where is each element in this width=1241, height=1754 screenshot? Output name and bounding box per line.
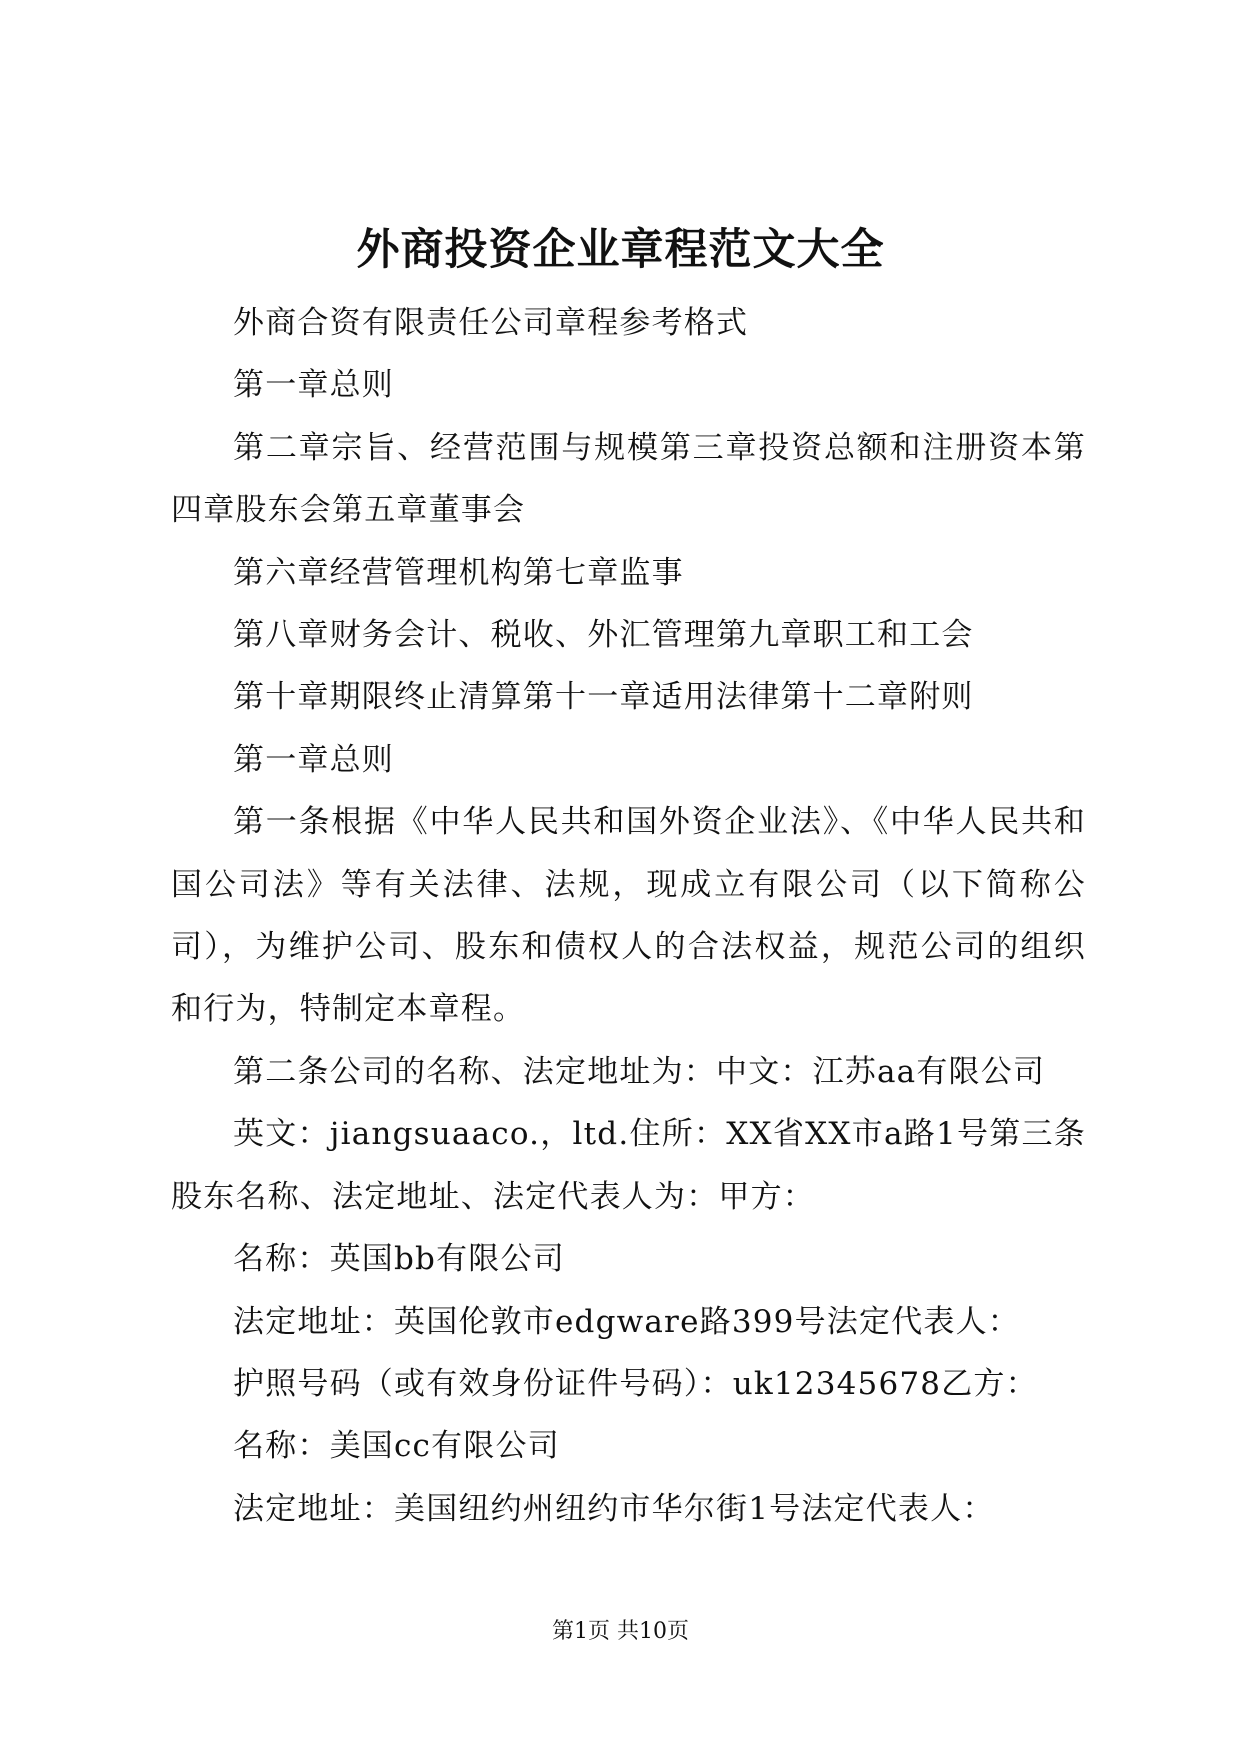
paragraph: 第十章期限终止清算第十一章适用法律第十二章附则 (233, 679, 974, 716)
paragraph: 外商合资有限责任公司章程参考格式 (233, 305, 749, 341)
paragraph: 第一章总则 (233, 741, 394, 778)
paragraph: 名称：美国cc有限公司 (233, 1428, 560, 1465)
paragraph: 第六章经营管理机构第七章监事 (233, 554, 684, 591)
document-title: 外商投资企业章程范文大全 (356, 225, 885, 275)
paragraph: 法定地址：美国纽约州纽约市华尔街1号法定代表人： (233, 1490, 995, 1527)
paragraph: 第一条根据《中华人民共和国外资企业法》、《中华人民共和国公司法》等有关法律、法规，现成立有限公司（以下简称公司），为维护公司、股东和债权人的合法权益，规范公司的组织和行为，特制定本章程。 (171, 804, 1086, 1028)
paragraph: 第二章宗旨、经营范围与规模第三章投资总额和注册资本第四章股东会第五章董事会 (171, 429, 1086, 529)
paragraph: 第八章财务会计、税收、外汇管理第九章职工和工会 (233, 617, 974, 654)
page-number-footer: 第1页 共10页 (552, 1619, 689, 1644)
paragraph: 法定地址：英国伦敦市edgware路399号法定代表人： (233, 1303, 1020, 1340)
paragraph: 第一章总则 (233, 367, 394, 404)
paragraph: 英文：jiangsuaaco.，ltd.住所：XX省XX市a路1号第三条股东名称、法定地址、法定代表人为：甲方： (171, 1116, 1086, 1215)
paragraph: 第二条公司的名称、法定地址为：中文：江苏aa有限公司 (233, 1053, 1046, 1090)
paragraph: 名称：英国bb有限公司 (233, 1241, 565, 1278)
paragraph: 护照号码（或有效身份证件号码）：uk12345678乙方： (233, 1365, 1038, 1402)
document-body (171, 292, 1086, 1540)
